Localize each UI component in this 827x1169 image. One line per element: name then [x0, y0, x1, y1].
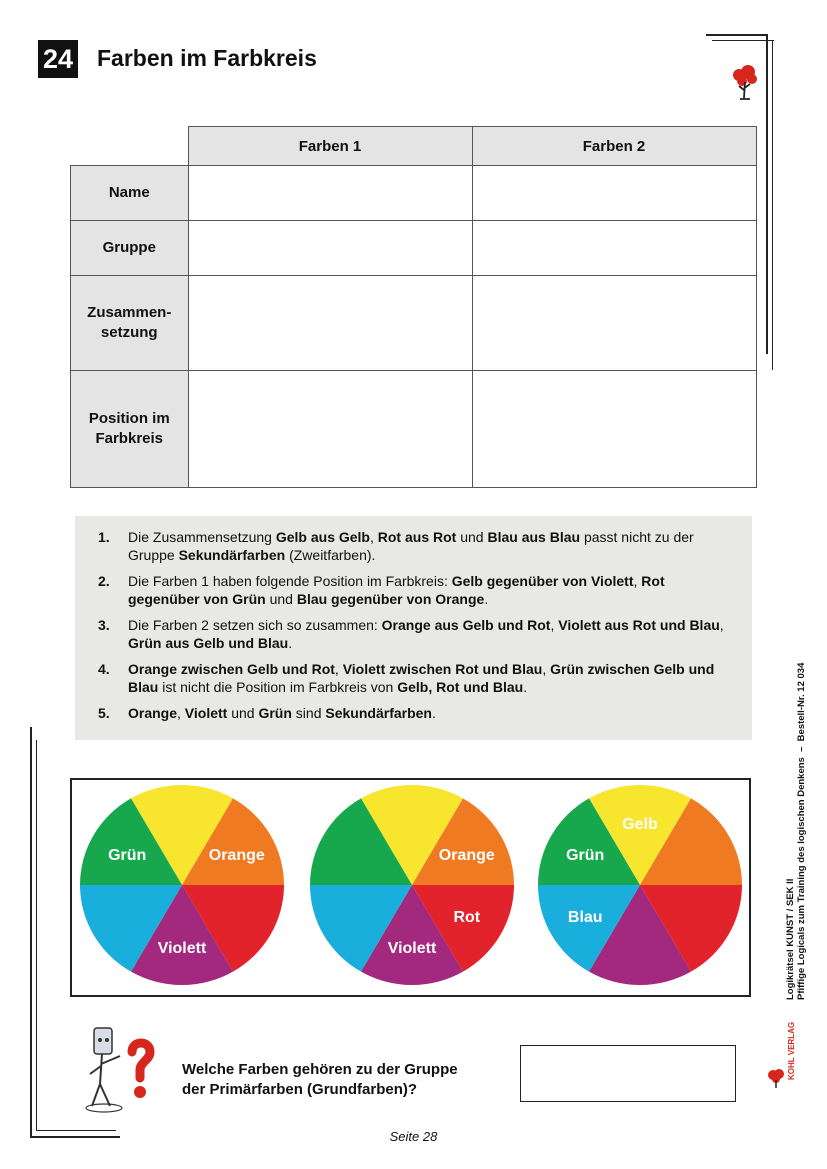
frame-line — [772, 40, 773, 370]
clues-box — [75, 516, 752, 740]
clue-number: 4. — [98, 661, 110, 677]
page-number: Seite 28 — [389, 1129, 438, 1144]
wheel-label-violett: Violett — [157, 940, 207, 957]
table-cell[interactable] — [188, 371, 472, 488]
frame-line — [36, 740, 37, 1130]
clue-text: Die Farben 2 setzen sich so zusammen: Orange aus Gelb und Rot, Violett aus Rot und Blau, Grün aus Gelb und Blau. — [128, 617, 724, 651]
clue-number: 3. — [98, 617, 110, 633]
table-cell[interactable] — [472, 166, 756, 221]
table-corner — [71, 127, 189, 166]
table-cell[interactable] — [188, 276, 472, 371]
clue-text: Orange zwischen Gelb und Rot, Violett zwischen Rot und Blau, Grün zwischen Gelb und Blau ist nicht die Position im Farbkreis von Gelb, Rot und Blau. — [128, 661, 715, 695]
wheel-label-orange: Orange — [438, 847, 495, 864]
frame-line — [30, 727, 32, 1137]
clue-item — [98, 528, 732, 564]
wheel-label-gelb: Gelb — [622, 816, 658, 833]
sidebar-line-2: Pfiffige Logicals zum Training des logischen Denkens — [796, 757, 807, 1000]
clue-item — [98, 572, 732, 608]
color-wheels-panel — [70, 778, 751, 997]
page-title: Farben im Farbkreis — [97, 45, 317, 71]
row-header-position: Position im Farbkreis — [71, 371, 189, 488]
clue-text: Die Zusammensetzung Gelb aus Gelb, Rot aus Rot und Blau aus Blau passt nicht zu der Gruppe Sekundärfarben (Zweitfarben). — [128, 529, 694, 563]
question-line-1: Welche Farben gehören zu der Gruppe — [182, 1061, 458, 1078]
solution-table — [70, 126, 757, 488]
clue-text: Die Farben 1 haben folgende Position im Farbkreis: Gelb gegenüber von Violett, Rot gegenüber von Grün und Blau gegenüber von Orange. — [128, 573, 665, 607]
column-header-farben-2: Farben 2 — [472, 127, 756, 166]
clue-number: 2. — [98, 573, 110, 589]
row-header-name: Name — [71, 166, 189, 221]
answer-box[interactable] — [520, 1045, 736, 1102]
table-cell[interactable] — [472, 371, 756, 488]
thinking-figure-icon — [80, 1022, 160, 1114]
frame-line — [766, 34, 768, 354]
clue-item — [98, 660, 732, 696]
color-wheel — [310, 785, 514, 985]
color-wheel — [80, 785, 284, 985]
clue-number: 5. — [98, 705, 110, 721]
row-header-gruppe: Gruppe — [71, 221, 189, 276]
publisher-logo: KOHL VERLAG — [787, 1021, 796, 1080]
wheel-label-violett: Violett — [387, 940, 437, 957]
clue-list — [75, 516, 752, 722]
column-header-farben-1: Farben 1 — [188, 127, 472, 166]
wheel-label-orange: Orange — [208, 847, 265, 864]
publisher-tree-icon — [766, 1068, 786, 1090]
wheel-label-rot: Rot — [453, 909, 481, 926]
wheel-label-gruen: Grün — [566, 847, 605, 864]
table-cell[interactable] — [188, 166, 472, 221]
row-header-zusammensetzung: Zusammen- setzung — [71, 276, 189, 371]
wheel-label-gruen: Grün — [108, 847, 147, 864]
clue-item — [98, 704, 732, 722]
question-line-2: der Primärfarben (Grundfarben)? — [182, 1081, 418, 1098]
sidebar-info: Logikrätsel KUNST / SEK II Pfiffige Logicals zum Training des logischen Denkens – Bestell-Nr. 12 034 — [785, 662, 807, 1000]
clue-text: Orange, Violett und Grün sind Sekundärfarben. — [128, 705, 436, 721]
clue-number: 1. — [98, 529, 110, 545]
color-wheels — [72, 780, 749, 995]
clue-item — [98, 616, 732, 652]
color-wheel — [538, 785, 742, 985]
table-cell[interactable] — [472, 276, 756, 371]
question-text — [182, 1060, 458, 1100]
exercise-number: 24 — [38, 40, 78, 78]
table-cell[interactable] — [472, 221, 756, 276]
tree-logo-icon — [730, 64, 760, 102]
order-number: Bestell-Nr. 12 034 — [796, 662, 807, 742]
frame-line — [712, 40, 774, 41]
wheel-label-blau: Blau — [567, 909, 603, 926]
sidebar-line-1: Logikrätsel KUNST / SEK II — [785, 878, 796, 1000]
table-cell[interactable] — [188, 221, 472, 276]
frame-line — [706, 34, 768, 36]
